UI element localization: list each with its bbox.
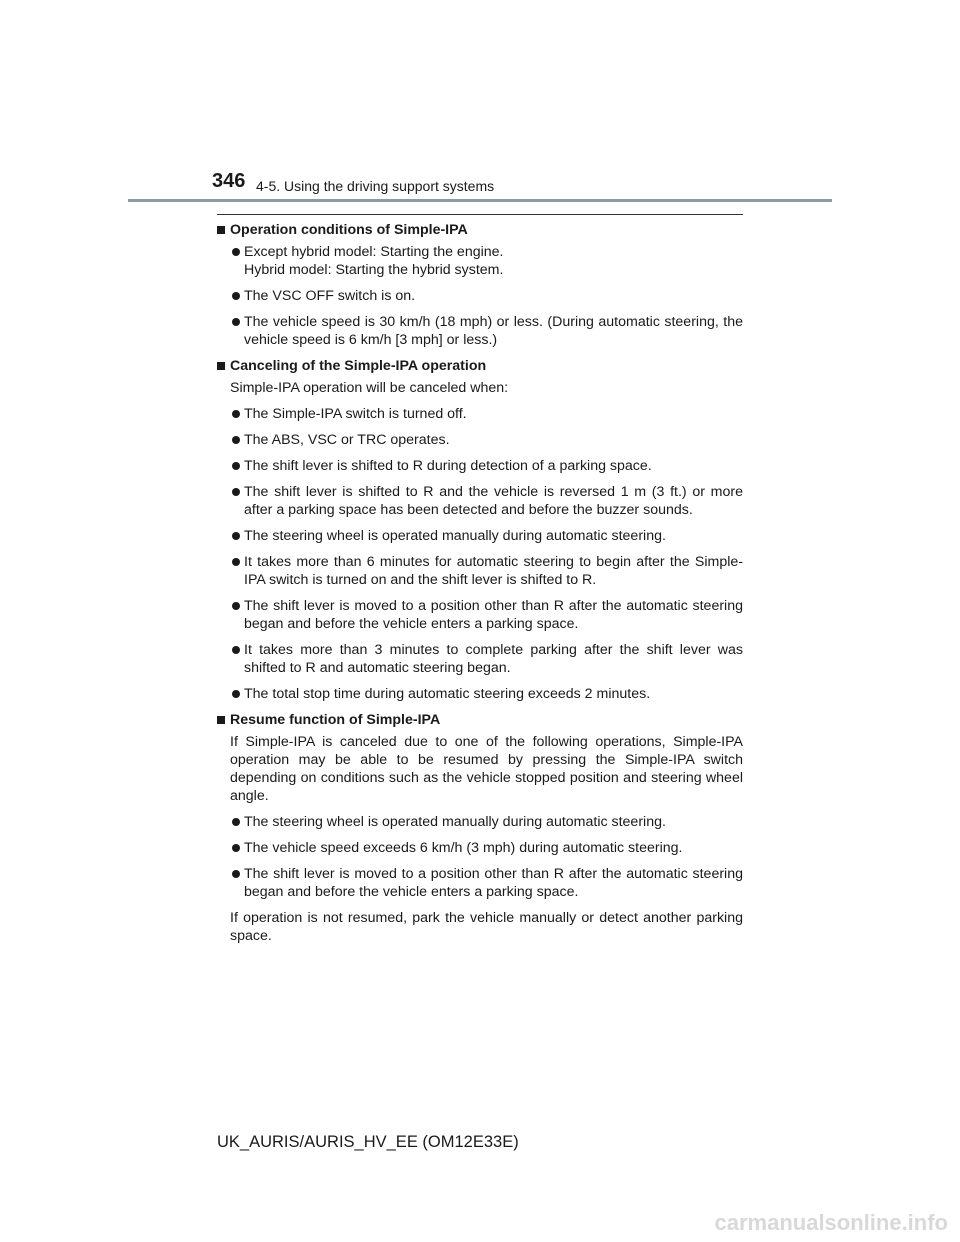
section-outro: If operation is not resumed, park the vehicle manually or detect another parking space. [230,910,743,944]
list-item [217,597,743,633]
list-item-text: The Simple-IPA switch is turned off. [244,406,467,422]
page-number: 346 [212,170,246,192]
content-divider [217,214,743,215]
list-item [217,641,743,677]
section-intro: If Simple-IPA is canceled due to one of the following operations, Simple-IPA operation may be able to be resumed by pressing the Simple-IPA switch depending on conditions such as the vehicle stopped position and steering wheel angle. [230,734,743,804]
section-title: 4-5. Using the driving support systems [256,178,495,194]
list-item [217,813,743,831]
square-bullet-icon [217,716,225,724]
watermark: carmanualsonline.info [714,1210,948,1235]
list-item-text: The VSC OFF switch is on. [244,288,416,304]
list-item-text: The vehicle speed is 30 km/h (18 mph) or less. (During automatic steering, the vehicle speed is 6 km/h [3 mph] or less.) [244,314,743,348]
section-heading [217,221,743,239]
bullet-dot-icon [232,602,240,610]
list-item-text: The shift lever is moved to a position other than R after the automatic steering began and before the vehicle enters a parking space. [244,866,743,900]
list-item [217,483,743,519]
list-item-text: The shift lever is moved to a position other than R after the automatic steering began and before the vehicle enters a parking space. [244,598,743,632]
list-item-text: The shift lever is shifted to R and the vehicle is reversed 1 m (3 ft.) or more after a parking space has been detected and before the buzzer sounds. [244,484,743,518]
list-item [217,457,743,475]
bullet-dot-icon [232,844,240,852]
bullet-dot-icon [232,690,240,698]
list-item-text: The shift lever is shifted to R during detection of a parking space. [244,458,652,474]
bullet-dot-icon [232,436,240,444]
section-heading [217,357,743,375]
list-item [217,527,743,545]
section-heading [217,711,743,729]
heading-text: Operation conditions of Simple-IPA [230,222,468,238]
square-bullet-icon [217,362,225,370]
page-content [217,221,743,953]
bullet-dot-icon [232,532,240,540]
list-item [217,553,743,589]
heading-text: Resume function of Simple-IPA [230,712,441,728]
section-intro: Simple-IPA operation will be canceled when: [230,380,509,396]
list-item-text: The ABS, VSC or TRC operates. [244,432,450,448]
heading-text: Canceling of the Simple-IPA operation [230,358,487,374]
list-item-text: The steering wheel is operated manually during automatic steering. [244,528,666,544]
bullet-dot-icon [232,488,240,496]
list-item [217,405,743,423]
list-item [217,865,743,901]
list-item-text: Except hybrid model: Starting the engine. Hybrid model: Starting the hybrid system. [244,244,504,278]
document-code: UK_AURIS/AURIS_HV_EE (OM12E33E) [217,1133,519,1151]
square-bullet-icon [217,226,225,234]
bullet-dot-icon [232,318,240,326]
bullet-dot-icon [232,462,240,470]
list-item-text: It takes more than 6 minutes for automatic steering to begin after the Simple-IPA switch is turned on and the shift lever is shifted to R. [244,554,743,588]
list-item [217,839,743,857]
list-item-text: The total stop time during automatic steering exceeds 2 minutes. [244,686,651,702]
list-item-text: The steering wheel is operated manually during automatic steering. [244,814,666,830]
bullet-dot-icon [232,292,240,300]
list-item [217,243,743,279]
bullet-dot-icon [232,818,240,826]
list-item-text: It takes more than 3 minutes to complete parking after the shift lever was shifted to R and automatic steering began. [244,642,743,676]
bullet-dot-icon [232,410,240,418]
list-item [217,313,743,349]
header-divider [128,199,832,202]
bullet-dot-icon [232,870,240,878]
list-item-text: The vehicle speed exceeds 6 km/h (3 mph) during automatic steering. [244,840,683,856]
bullet-dot-icon [232,558,240,566]
list-item [217,685,743,703]
bullet-dot-icon [232,646,240,654]
list-item [217,287,743,305]
bullet-dot-icon [232,248,240,256]
list-item [217,431,743,449]
